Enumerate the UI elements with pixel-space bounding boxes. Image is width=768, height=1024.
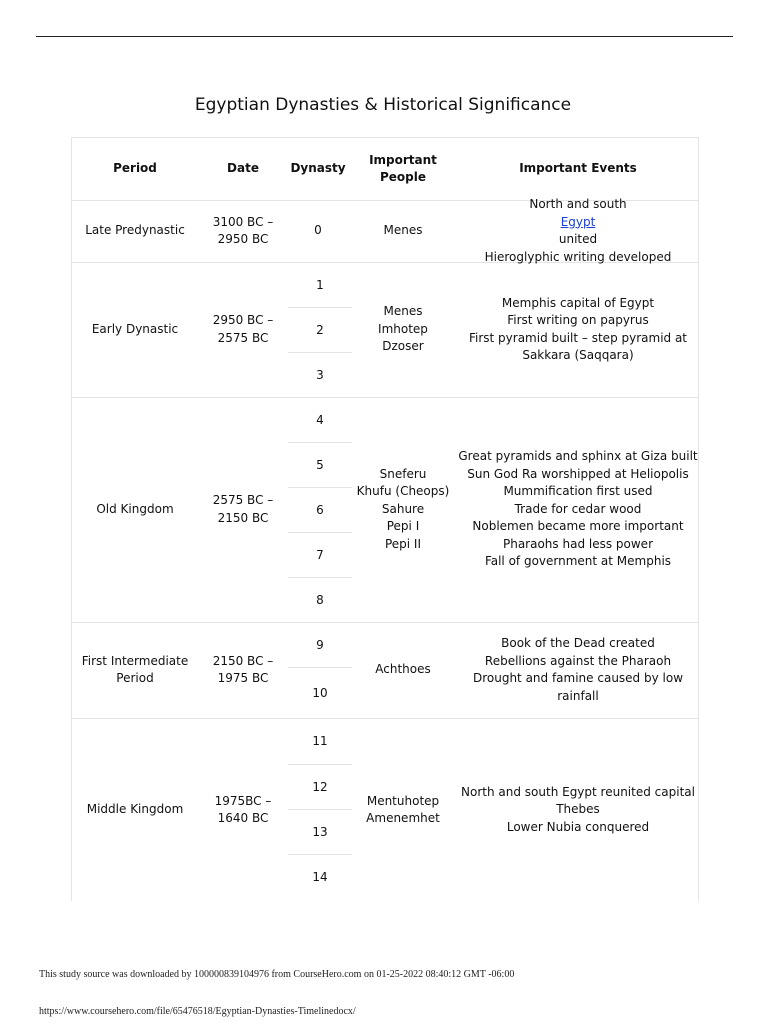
person-line: Mentuhotep: [366, 793, 440, 808]
header-dynasty: Dynasty: [290, 161, 346, 176]
event-line: Trade for cedar wood: [514, 501, 642, 516]
event-line: Lower Nubia conquered: [506, 819, 650, 834]
egypt-link[interactable]: Egypt: [560, 214, 596, 229]
dynasty-stack: [288, 262, 348, 397]
person-line: Khufu (Cheops): [356, 484, 450, 499]
person-line: Pepi I: [386, 519, 420, 534]
date-line: 2575 BC –: [212, 493, 274, 507]
dynasty-number: 12: [312, 779, 328, 794]
event-line: rainfall: [557, 688, 599, 703]
event-line: North and south Egypt united: [529, 197, 627, 246]
events-cell: [458, 197, 698, 264]
dynasty-number: 11: [312, 734, 328, 748]
event-line: Mummification first used: [503, 484, 653, 499]
event-line: First writing on papyrus: [507, 313, 649, 327]
people-cell: Menes: [383, 223, 423, 238]
table-row: [72, 622, 698, 719]
header-important-people: [348, 138, 458, 200]
header-important-events: Important Events: [519, 161, 637, 176]
date-line: 2150 BC: [217, 510, 269, 525]
dynasty-number: 10: [312, 685, 328, 700]
people-cell: [348, 397, 458, 622]
dynasty-number: 1: [316, 277, 324, 292]
event-line: Sakkara (Saqqara): [522, 348, 634, 362]
page-title: Egyptian Dynasties & Historical Significance: [194, 95, 572, 115]
dynasty-number: 9: [316, 637, 324, 652]
date-line: 2150 BC –: [212, 653, 274, 668]
event-line: Great pyramids and sphinx at Giza built: [458, 449, 698, 464]
event-line: Rebellions against the Pharaoh: [484, 653, 672, 668]
event-line: First pyramid built – step pyramid at: [468, 330, 688, 345]
header-date: Date: [227, 161, 259, 176]
date-line: 2950 BC –: [212, 313, 274, 327]
event-line: Noblemen became more important: [472, 519, 684, 534]
people-cell: [348, 262, 458, 397]
date-line: 3100 BC –: [212, 214, 274, 229]
person-line: Sahure: [381, 501, 425, 516]
dynasty-table: [71, 137, 699, 901]
dynasty-number: 2: [316, 322, 324, 337]
event-line: Fall of government at Memphis: [484, 554, 672, 569]
dynasty-stack: [288, 622, 348, 718]
date-cell: [198, 200, 288, 262]
people-cell: [348, 718, 458, 901]
date-cell: [198, 262, 288, 397]
date-line: 1640 BC: [217, 811, 269, 825]
event-line: Sun God Ra worshipped at Heliopolis: [467, 466, 689, 481]
date-cell: [198, 718, 288, 901]
date-line: 1975 BC: [217, 671, 269, 685]
date-line: 2950 BC: [217, 232, 269, 246]
date-line: 1975BC –: [214, 793, 272, 808]
dynasty-number: 7: [316, 547, 324, 562]
dynasty-stack: [288, 397, 348, 622]
person-line: Sneferu: [379, 466, 427, 481]
dynasty-stack: [288, 718, 348, 901]
events-cell: [458, 262, 698, 397]
date-cell: [198, 397, 288, 622]
table-row: [72, 718, 698, 901]
download-source-note: This study source was downloaded by 100000839104976 from CourseHero.com on 01-25-2022 08:40:12 GMT -06:00: [39, 969, 515, 980]
person-line: Pepi II: [384, 536, 422, 551]
event-line: North and south Egypt reunited capital: [461, 784, 695, 799]
table-row: [72, 197, 698, 264]
table-header-row: [72, 138, 698, 201]
header-people-line: People: [379, 170, 427, 184]
date-line: 2575 BC: [217, 330, 269, 345]
person-line: Dzoser: [382, 339, 424, 354]
event-line: Memphis capital of Egypt: [501, 295, 655, 310]
dynasty-number: 8: [316, 592, 324, 607]
person-line: Amenemhet: [366, 811, 440, 825]
events-cell: [458, 397, 698, 622]
period-cell: Early Dynastic: [91, 321, 179, 336]
event-line: Pharaohs had less power: [502, 536, 653, 551]
period-cell: Late Predynastic: [85, 223, 185, 238]
period-cell: Old Kingdom: [96, 501, 174, 516]
period-line: First Intermediate: [81, 653, 189, 668]
table-row: [72, 397, 698, 623]
date-cell: [198, 622, 288, 718]
period-cell: Middle Kingdom: [86, 802, 184, 817]
period-line: Period: [116, 671, 154, 685]
dynasty-number: 14: [312, 869, 328, 884]
event-line: Hieroglyphic writing developed: [484, 249, 672, 264]
events-cell: [458, 622, 698, 718]
top-divider: [36, 36, 733, 37]
dynasty-number: 5: [316, 457, 324, 472]
period-cell: [72, 622, 198, 718]
event-line: Drought and famine caused by low: [472, 671, 684, 685]
dynasty-number: 3: [316, 367, 324, 382]
dynasty-number: 4: [316, 412, 324, 427]
source-url: https://www.coursehero.com/file/65476518/Egyptian-Dynasties-Timelinedocx/: [39, 1006, 356, 1017]
table-row: [72, 262, 698, 398]
header-people-line: Important: [369, 152, 437, 167]
events-cell: [458, 718, 698, 901]
dynasty-cell: 0: [314, 223, 322, 238]
dynasty-number: 6: [316, 502, 324, 517]
dynasty-number: 13: [312, 824, 328, 839]
people-cell: Achthoes: [375, 662, 431, 677]
header-period: Period: [113, 161, 157, 176]
event-line: Thebes: [556, 802, 600, 817]
event-line: Book of the Dead created: [501, 636, 655, 650]
person-line: Menes: [383, 304, 423, 319]
person-line: Imhotep: [378, 321, 428, 336]
